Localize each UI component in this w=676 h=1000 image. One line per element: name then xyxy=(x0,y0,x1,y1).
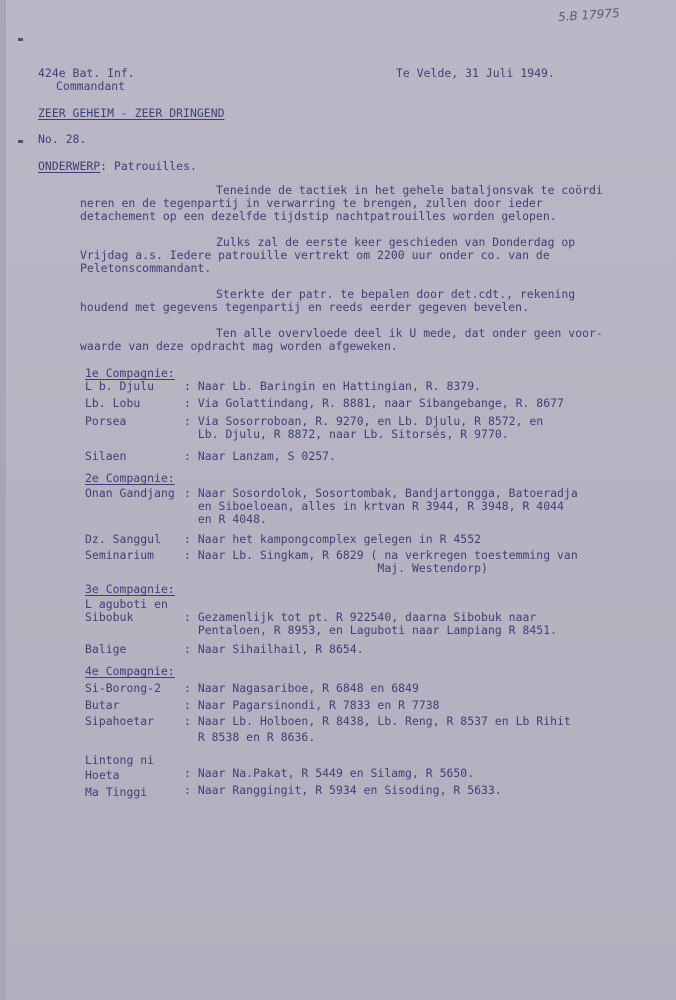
route-line: : Gezamenlijk tot pt. R 922540, daarna Sibobuk naar xyxy=(184,610,537,624)
location-label: Seminarium xyxy=(85,548,155,562)
archive-number: 5.B 17975 xyxy=(557,5,621,25)
paragraph-line: Ten alle overvloede deel ik U mede, dat onder geen voor- xyxy=(216,326,603,340)
route-line: : Naar Nagasariboe, R 6848 en 6849 xyxy=(184,681,419,695)
route-line: : Via Sosorroboan, R. 9270, en Lb. Djulu, R 8572, en xyxy=(184,414,544,428)
binder-mark xyxy=(18,140,23,143)
paragraph-line: Vrijdag a.s. Iedere patrouille vertrekt om 2200 uur onder co. van de xyxy=(80,248,550,262)
paragraph-line: waarde van deze opdracht mag worden afgeweken. xyxy=(80,339,398,353)
route-line: : Via Golattindang, R. 8881, naar Sibangebange, R. 8677 xyxy=(184,396,564,410)
paragraph-line: Peletonscommandant. xyxy=(80,261,212,275)
document-number: No. 28. xyxy=(38,132,87,146)
location-label: Sipahoetar xyxy=(85,714,155,728)
route-line: Pentaloen, R 8953, en Laguboti naar Lampiang R 8451. xyxy=(184,623,558,637)
route-line: : Naar Lb. Singkam, R 6829 ( na verkregen toestemming van xyxy=(184,548,578,562)
location-label: L aguboti en xyxy=(85,597,168,611)
route-line: : Naar Ranggingit, R 5934 en Sisoding, R 5633. xyxy=(184,783,502,797)
paragraph-line: Zulks zal de eerste keer geschieden van Donderdag op xyxy=(216,235,576,249)
location-label: Silaen xyxy=(85,449,127,463)
route-line: : Naar Sihailhail, R 8654. xyxy=(184,642,364,656)
subject-label: ONDERWERP xyxy=(38,159,101,173)
paragraph-line: neren en de tegenpartij in verwarring te brengen, zullen door ieder xyxy=(80,196,543,210)
route-line: R 8538 en R 8636. xyxy=(184,730,316,744)
binder-mark xyxy=(18,38,23,41)
route-line: : Naar het kampongcomplex gelegen in R 4552 xyxy=(184,532,482,546)
location-label: Butar xyxy=(85,698,120,712)
paragraph-line: detachement op een dezelfde tijdstip nachtpatrouilles worden gelopen. xyxy=(80,209,557,223)
location-label: Onan Gandjang xyxy=(85,486,175,500)
subject-line xyxy=(38,160,197,173)
route-line: : Naar Lb. Holboen, R 8438, Lb. Reng, R 8537 en Lb Rihit xyxy=(184,714,571,728)
subject-value: : Patrouilles. xyxy=(100,159,197,173)
paragraph-line: Sterkte der patr. te bepalen door det.cdt., rekening xyxy=(216,287,576,301)
company-heading: 4e Compagnie: xyxy=(85,664,175,678)
company-heading: 3e Compagnie: xyxy=(85,582,175,596)
route-line: Lb. Djulu, R 8872, naar Lb. Sitorsés, R 9770. xyxy=(184,427,509,441)
route-line: : Naar Pagarsinondi, R 7833 en R 7738 xyxy=(184,698,440,712)
location-label: Balige xyxy=(85,642,127,656)
location-label: Lb. Lobu xyxy=(85,396,141,410)
route-line: : Naar Na.Pakat, R 5449 en Silamg, R 5650. xyxy=(184,766,475,780)
route-line: Maj. Westendorp) xyxy=(184,561,488,575)
unit-name: 424e Bat. Inf. xyxy=(38,66,135,80)
company-heading: 1e Compagnie: xyxy=(85,366,175,380)
classification: ZEER GEHEIM - ZEER DRINGEND xyxy=(38,106,225,120)
route-line: : Naar Lb. Baringin en Hattingian, R. 8379. xyxy=(184,379,482,393)
route-line: : Naar Sosordolok, Sosortombak, Bandjartongga, Batoeradja xyxy=(184,486,578,500)
location-label: Hoeta xyxy=(85,768,120,782)
paragraph-line: houdend met gegevens tegenpartij en reeds eerder gegeven bevelen. xyxy=(80,300,530,314)
location-label: L b. Djulu xyxy=(85,379,155,393)
location-label: Sibobuk xyxy=(85,610,134,624)
paragraph-line: Teneinde de tactiek in het gehele bataljonsvak te coördi xyxy=(216,183,603,197)
company-heading: 2e Compagnie: xyxy=(85,471,175,485)
place-date: Te Velde, 31 Juli 1949. xyxy=(396,66,555,80)
location-label: Si-Borong-2 xyxy=(85,681,161,695)
location-label: Dz. Sanggul xyxy=(85,532,161,546)
route-line: en Siboeloean, alles in krtvan R 3944, R 3948, R 4044 xyxy=(184,499,564,513)
location-label: Lintong ni xyxy=(85,753,155,767)
location-label: Porsea xyxy=(85,414,127,428)
location-label: Ma Tinggi xyxy=(85,785,148,799)
route-line: en R 4048. xyxy=(184,512,267,526)
route-line: : Naar Lanzam, S 0257. xyxy=(184,449,336,463)
unit-office: Commandant xyxy=(56,79,126,93)
page-edge-shadow xyxy=(0,0,6,1000)
